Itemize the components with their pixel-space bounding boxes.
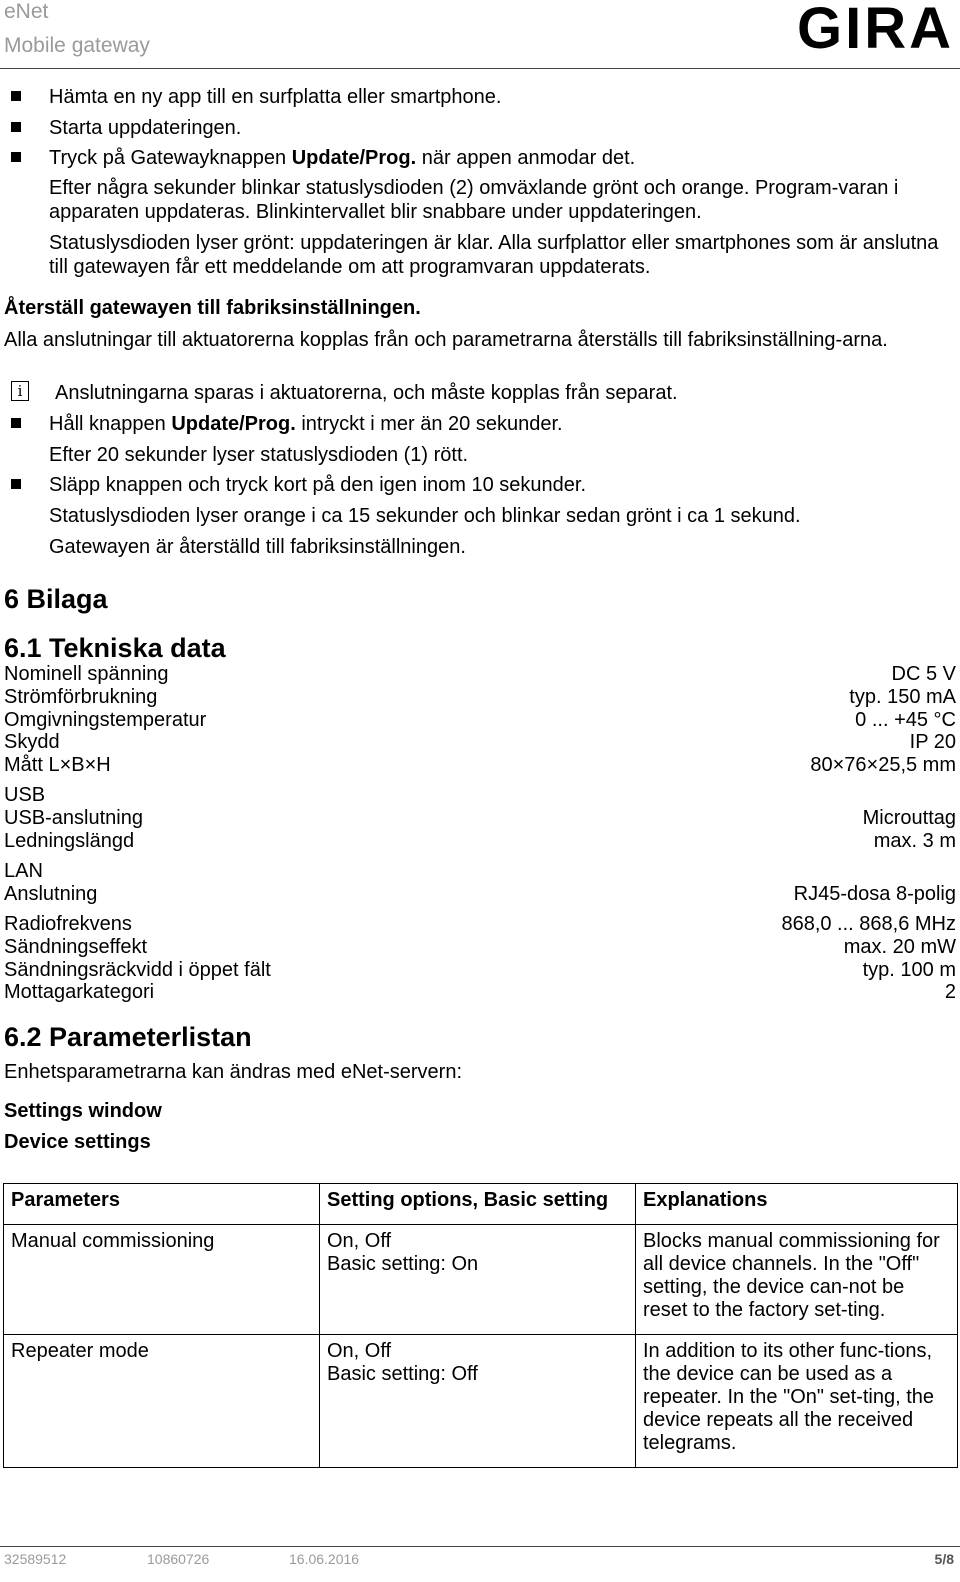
explanation: In addition to its other func-tions, the device can be used as a repeater. In the "On" set-ting, the device repeats all the received telegrams. — [636, 1335, 958, 1468]
reset-step-2-note-1: Statuslysdioden lyser orange i ca 15 sekunder och blinkar sedan grönt i ca 1 sekund. — [49, 505, 801, 527]
step-3-post: när appen anmodar det. — [416, 147, 636, 169]
spec-value: 2 — [944, 981, 956, 1003]
spec-label: Mottagarkategori — [4, 981, 155, 1003]
spec-group-heading-lan: LAN — [4, 860, 43, 882]
setting-options — [320, 1225, 636, 1335]
column-header: Parameters — [4, 1184, 320, 1225]
gira-logo: GIRA — [797, 0, 954, 61]
settings-window-label: Settings window — [4, 1100, 162, 1122]
reset-heading: Återställ gatewayen till fabriksinställningen. — [4, 297, 421, 319]
spec-value: 868,0 ... 868,6 MHz — [781, 913, 956, 935]
spec-label: Skydd — [4, 731, 60, 753]
product-subtitle: Mobile gateway — [4, 34, 150, 57]
reset-step-1-pre: Håll knappen — [49, 413, 172, 435]
spec-value: DC 5 V — [891, 663, 956, 685]
reset-step-2-note-2: Gatewayen är återställd till fabriksinställningen. — [49, 536, 466, 558]
spec-value: typ. 150 mA — [849, 686, 956, 708]
parameter-name: Manual commissioning — [4, 1225, 320, 1335]
header-divider — [0, 68, 960, 69]
options-value: On, Off — [327, 1340, 392, 1362]
column-header: Setting options, Basic setting — [320, 1184, 636, 1225]
basic-setting-value: Basic setting: Off — [327, 1363, 478, 1385]
spec-value: IP 20 — [909, 731, 956, 753]
step-3-pre: Tryck på Gatewayknappen — [49, 147, 292, 169]
spec-value: typ. 100 m — [862, 959, 956, 981]
reset-step-1-post: intryckt i mer än 20 sekunder. — [295, 413, 563, 435]
table-row — [4, 1225, 958, 1335]
footer-date: 16.06.2016 — [289, 1551, 360, 1567]
bullet-icon — [11, 152, 21, 162]
column-header: Explanations — [636, 1184, 958, 1225]
spec-label: Sändningsräckvidd i öppet fält — [4, 959, 271, 981]
param-list-heading: 6.2 Parameterlistan — [4, 1022, 252, 1052]
options-value: On, Off — [327, 1230, 392, 1252]
spec-value: RJ45-dosa 8-polig — [793, 883, 956, 905]
footer-divider — [0, 1546, 960, 1547]
device-settings-label: Device settings — [4, 1131, 151, 1153]
spec-label: USB-anslutning — [4, 807, 143, 829]
spec-value: 0 ... +45 °C — [855, 709, 956, 731]
update-step-3 — [49, 146, 635, 170]
spec-value: Microuttag — [862, 807, 956, 829]
update-step-2: Starta uppdateringen. — [49, 117, 242, 139]
update-complete-text: Statuslysdioden lyser grönt: uppdateringen är klar. Alla surfplattor eller smartphones som är anslutna till gatewayen får ett meddelande om att programvaran uppdaterats. — [49, 232, 939, 278]
update-progress-text: Efter några sekunder blinkar statuslysdioden (2) omväxlande grönt och orange. Program-varan i apparaten uppdateras. Blinkintervallet blir snabbare under uppdateringen. — [49, 177, 899, 223]
bullet-icon — [11, 418, 21, 428]
spec-label: Ledningslängd — [4, 830, 135, 852]
spec-label: Strömförbrukning — [4, 686, 158, 708]
reset-step-2: Släpp knappen och tryck kort på den igen inom 10 sekunder. — [49, 474, 587, 496]
bullet-icon — [11, 91, 21, 101]
bullet-icon — [11, 479, 21, 489]
spec-label: Radiofrekvens — [4, 913, 132, 935]
product-name: eNet — [4, 0, 49, 23]
appendix-heading: 6 Bilaga — [4, 584, 108, 614]
footer-page-number: 5/8 — [934, 1551, 954, 1567]
spec-label: Sändningseffekt — [4, 936, 148, 958]
parameter-table — [3, 1183, 958, 1468]
explanation: Blocks manual commissioning for all device channels. In the "Off" setting, the device can-not be reset to the factory set-ting. — [636, 1225, 958, 1335]
reset-step-1-note: Efter 20 sekunder lyser statuslysdioden (1) rött. — [49, 444, 469, 466]
table-row — [4, 1335, 958, 1468]
parameter-name: Repeater mode — [4, 1335, 320, 1468]
basic-setting-value: Basic setting: On — [327, 1253, 479, 1275]
param-list-intro: Enhetsparametrarna kan ändras med eNet-servern: — [4, 1061, 463, 1083]
reset-step-1 — [49, 412, 563, 436]
spec-group-heading-usb: USB — [4, 784, 46, 806]
update-prog-button-name: Update/Prog. — [291, 147, 417, 169]
footer-doc-number: 32589512 — [4, 1551, 67, 1567]
update-step-1: Hämta en ny app till en surfplatta eller smartphone. — [49, 86, 502, 108]
bullet-icon — [11, 122, 21, 132]
spec-label: Mått L×B×H — [4, 754, 111, 776]
spec-label: Anslutning — [4, 883, 98, 905]
spec-label: Omgivningstemperatur — [4, 709, 207, 731]
table-header-row — [4, 1184, 958, 1225]
reset-info-note: Anslutningarna sparas i aktuatorerna, och måste kopplas från separat. — [55, 382, 678, 404]
spec-value: max. 20 mW — [843, 936, 956, 958]
spec-label: Nominell spänning — [4, 663, 169, 685]
update-prog-button-name: Update/Prog. — [171, 413, 296, 435]
spec-value: max. 3 m — [873, 830, 956, 852]
spec-value: 80×76×25,5 mm — [810, 754, 956, 776]
info-icon: i — [11, 381, 29, 401]
setting-options — [320, 1335, 636, 1468]
tech-data-heading: 6.1 Tekniska data — [4, 633, 226, 663]
footer-part-number: 10860726 — [147, 1551, 210, 1567]
reset-intro: Alla anslutningar till aktuatorerna kopplas från och parametrarna återställs till fabriksinställning-arna. — [4, 329, 888, 351]
